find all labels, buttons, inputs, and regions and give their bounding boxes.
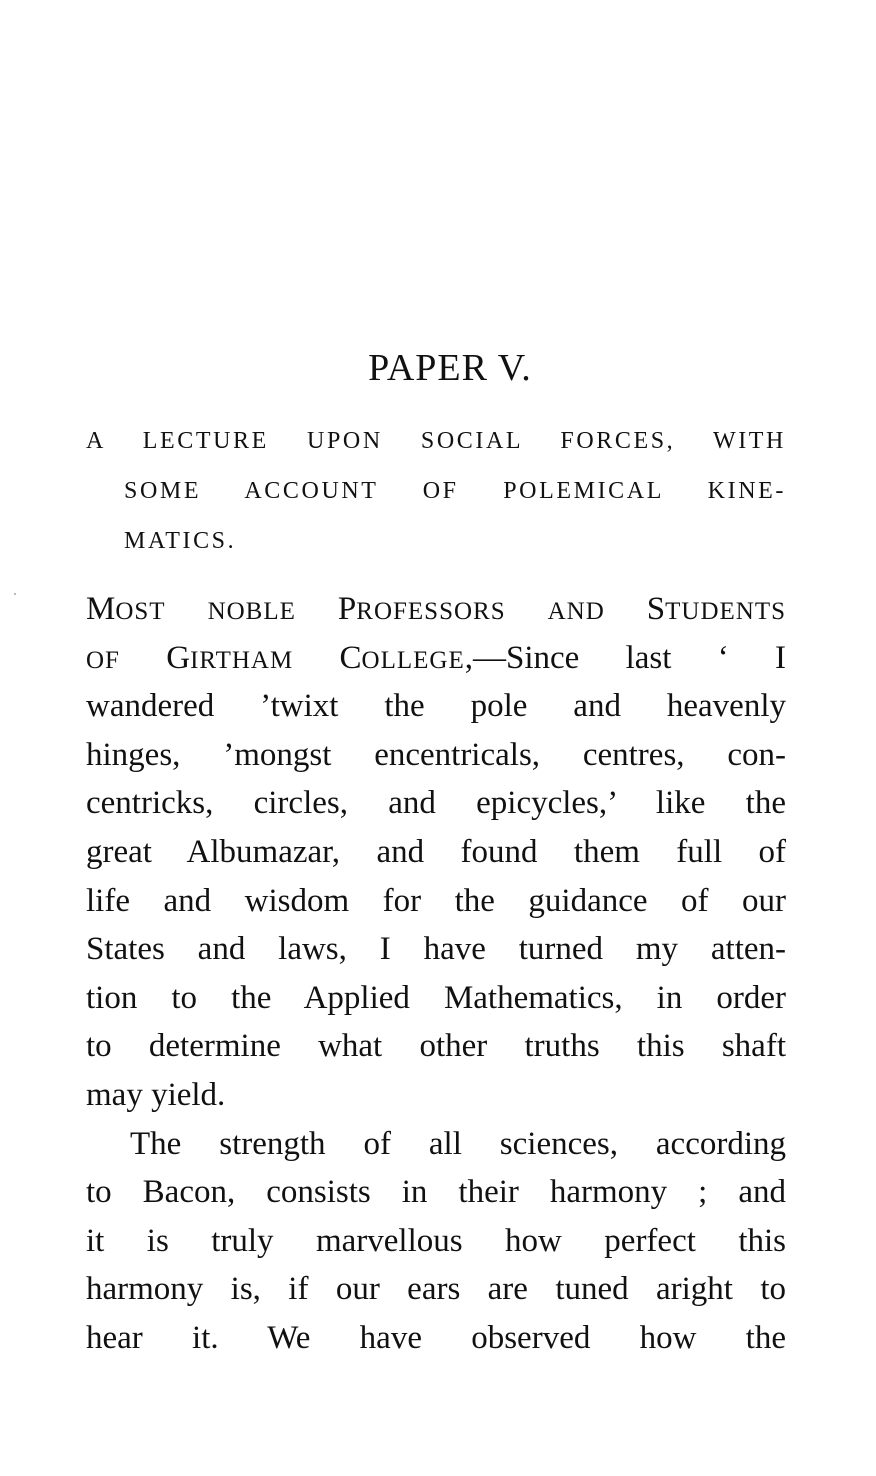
salutation-line: MOST NOBLE PROFESSORS AND STUDENTS xyxy=(86,591,787,627)
paragraph-line: tion to the Applied Mathematics, in order xyxy=(86,979,786,1016)
scan-speck xyxy=(14,593,16,595)
paragraph-line: wandered ’twixt the pole and heavenly xyxy=(86,688,786,725)
subtitle-line: MATICS. xyxy=(124,528,237,554)
paragraph-line: life and wisdom for the guidance of our xyxy=(86,882,786,919)
paragraph-line: harmony is, if our ears are tuned aright to xyxy=(86,1271,786,1308)
paragraph-line: The strength of all sciences, according xyxy=(130,1125,786,1162)
paragraph-line: hinges, ’mongst encentricals, centres, con- xyxy=(86,736,786,773)
subtitle-line: SOME ACCOUNT OF POLEMICAL KINE- xyxy=(124,478,786,504)
chapter-heading: PAPER V. xyxy=(368,347,532,389)
body-text xyxy=(86,585,786,1363)
paragraph-line: great Albumazar, and found them full of xyxy=(86,833,786,870)
paragraph-line: centricks, circles, and epicycles,’ like the xyxy=(86,785,786,822)
paragraph-line: may yield. xyxy=(86,1076,226,1113)
chapter-subtitle xyxy=(86,424,786,574)
salutation-line: OF GIRTHAM COLLEGE,—Since last ‘ I xyxy=(86,639,786,676)
paragraph-line: States and laws, I have turned my atten- xyxy=(86,931,786,968)
subtitle-line: A LECTURE UPON SOCIAL FORCES, WITH xyxy=(86,428,786,454)
paragraph-line: to Bacon, consists in their harmony ; and xyxy=(86,1174,786,1211)
paragraph-line: to determine what other truths this shaft xyxy=(86,1028,786,1065)
paragraph-line: hear it. We have observed how the xyxy=(86,1319,786,1356)
paragraph-line: it is truly marvellous how perfect this xyxy=(86,1222,786,1259)
